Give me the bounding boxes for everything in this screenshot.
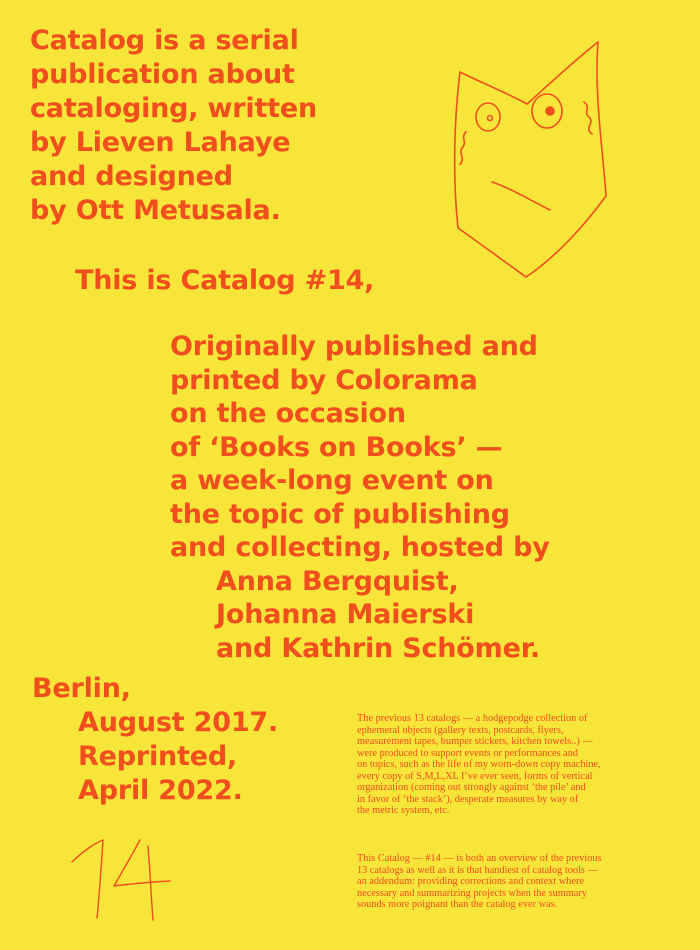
host-name: Anna Bergquist, xyxy=(216,565,459,597)
paragraph-line: The previous 13 catalogs — a hodgepodge collection of xyxy=(357,713,588,724)
paragraph-line: This Catalog — #14 — is both an overview of the previous xyxy=(357,853,602,864)
paragraph-line: in favor of ‘the stack’), desperate measures by way of xyxy=(357,793,579,805)
addendum-paragraph xyxy=(357,853,657,911)
paragraph-line: the metric system, etc. xyxy=(357,805,450,816)
previous-catalogs-paragraph xyxy=(357,713,657,817)
paragraph-line: ephemeral objects (gallery texts, postcards, flyers, xyxy=(357,724,564,736)
origin-line: and collecting, hosted by xyxy=(170,532,550,563)
paragraph-line: an addendum: providing corrections and context where xyxy=(357,876,585,887)
host-name: and Kathrin Schömer. xyxy=(216,632,541,664)
origin-line: of ‘Books on Books’ — xyxy=(170,431,503,463)
date-line: Reprinted, xyxy=(78,741,238,772)
paragraph-line: 13 catalogs as well as it is that handiest of catalog tools — xyxy=(357,864,598,876)
origin-line: a week-long event on xyxy=(170,465,494,496)
intro-line: Catalog is a serial xyxy=(30,25,299,56)
paragraph-line: on topics, such as the life of my worn-down copy machine, xyxy=(357,759,601,770)
origin-line: the topic of publishing xyxy=(170,498,510,530)
paragraph-line: sounds more poignant than the catalog ever was. xyxy=(357,899,558,910)
catalog-number-text: This is Catalog #14, xyxy=(75,265,375,296)
paragraph-line: every copy of S,M,L,XL I’ve ever seen, forms of vertical xyxy=(357,770,593,782)
intro-line: by Lieven Lahaye xyxy=(30,127,291,158)
intro-line: and designed xyxy=(30,161,233,192)
origin-line: on the occasion xyxy=(170,398,406,429)
paragraph-line: organization (coming out strongly against ‘the pile’ and xyxy=(357,782,586,793)
date-line: Berlin, xyxy=(32,673,131,704)
intro-line: cataloging, written xyxy=(30,93,318,124)
origin-line: printed by Colorama xyxy=(170,364,478,396)
intro-line: publication about xyxy=(30,59,295,90)
date-line: April 2022. xyxy=(78,775,243,806)
date-line: August 2017. xyxy=(78,707,279,738)
host-name: Johanna Maierski xyxy=(216,599,475,630)
intro-line: by Ott Metusala. xyxy=(30,195,281,226)
paragraph-line: necessary and summarizing projects when the summary xyxy=(357,887,587,899)
paragraph-line: were produced to support events or performances and xyxy=(357,747,579,759)
origin-line: Originally published and xyxy=(170,331,538,362)
paragraph-line: measurement tapes, bumper stickers, kitchen towels..) — xyxy=(357,736,593,747)
